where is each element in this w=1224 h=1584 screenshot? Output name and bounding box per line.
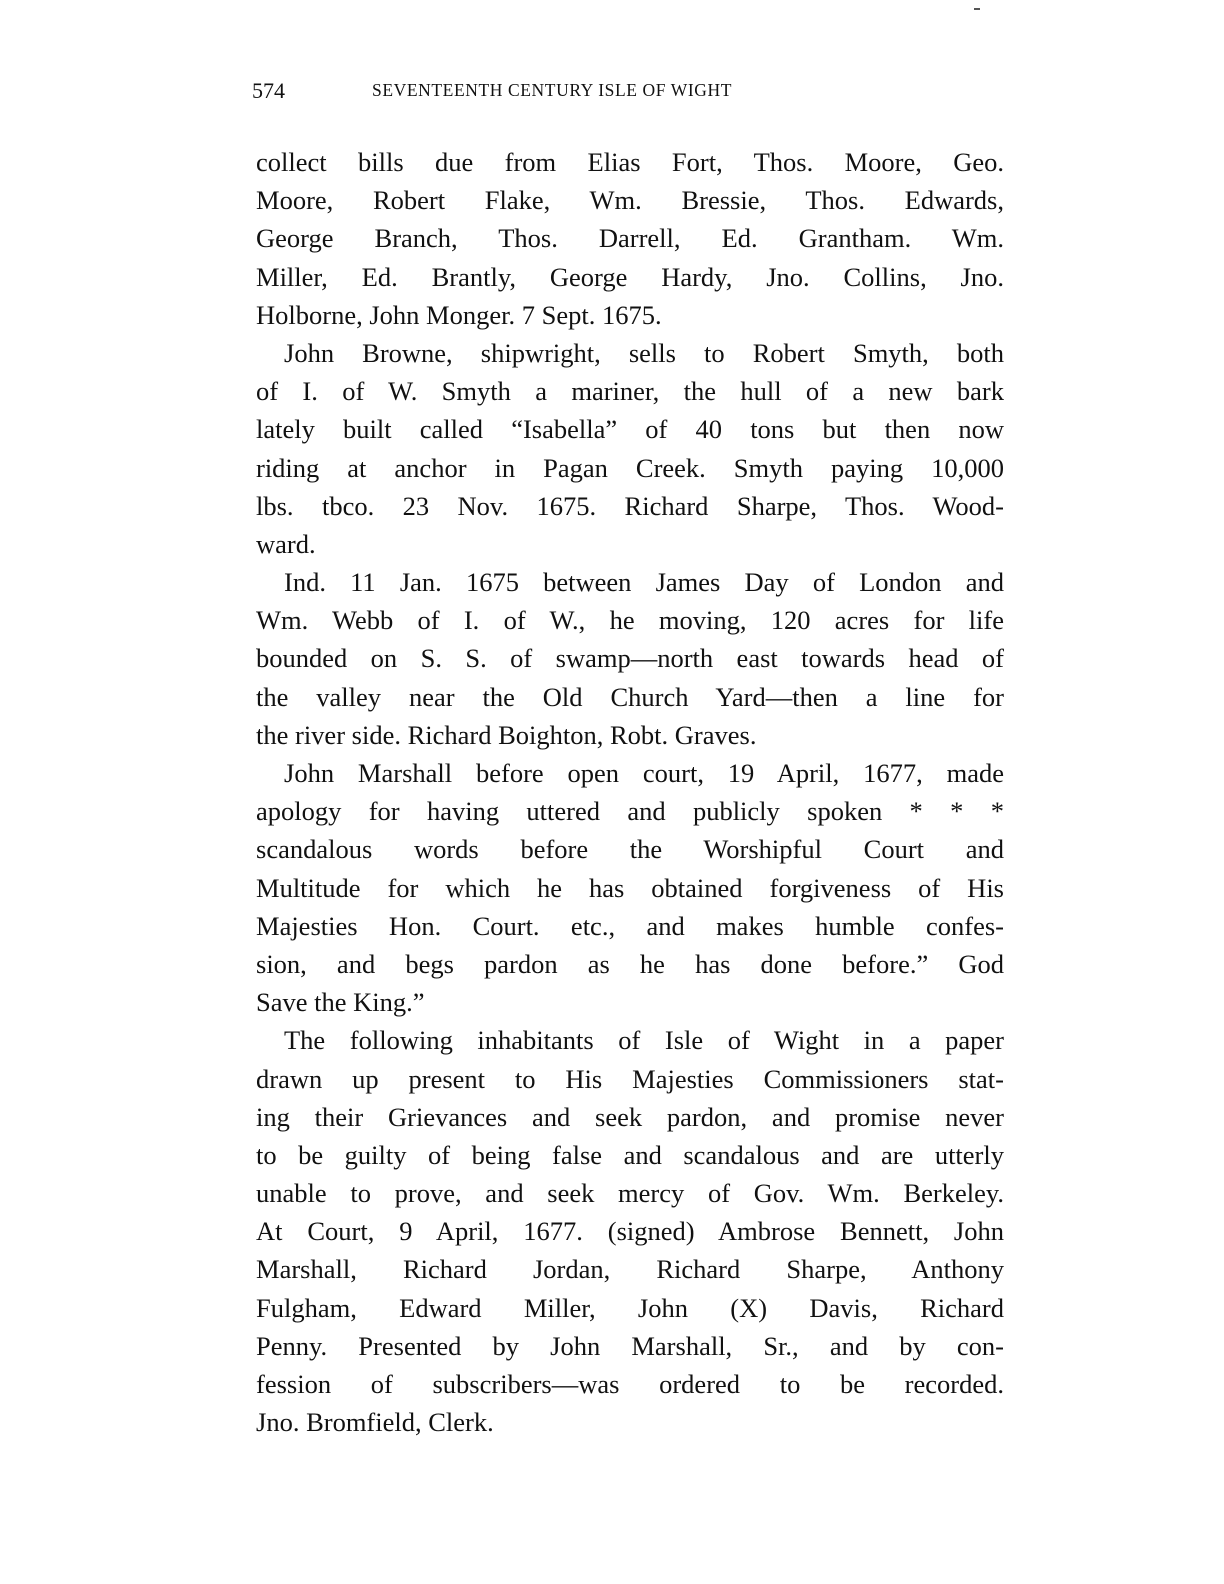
text-line: ing their Grievances and seek pardon, and promise never xyxy=(256,1101,1004,1132)
text-line: lbs. tbco. 23 Nov. 1675. Richard Sharpe, Thos. Wood- xyxy=(256,490,1004,521)
text-line: Penny. Presented by John Marshall, Sr., and by con- xyxy=(256,1330,1004,1361)
text-line: George Branch, Thos. Darrell, Ed. Grantham. Wm. xyxy=(256,223,1004,254)
text-line: Fulgham, Edward Miller, John (X) Davis, Richard xyxy=(256,1292,1004,1323)
text-line: Miller, Ed. Brantly, George Hardy, Jno. Collins, Jno. xyxy=(256,261,1004,292)
text-line: to be guilty of being false and scandalous and are utterly xyxy=(256,1139,1004,1170)
body-text xyxy=(256,143,1004,1441)
text-line: Ind. 11 Jan. 1675 between James Day of London and xyxy=(284,567,1004,598)
paragraph xyxy=(256,1021,1004,1441)
text-line: Multitude for which he has obtained forgiveness of His xyxy=(256,872,1004,903)
text-line: scandalous words before the Worshipful Court and xyxy=(256,834,1004,865)
page-header xyxy=(252,78,892,108)
paragraph xyxy=(256,143,1004,334)
text-line: At Court, 9 April, 1677. (signed) Ambrose Bennett, John xyxy=(256,1216,1004,1247)
text-line: riding at anchor in Pagan Creek. Smyth paying 10,000 xyxy=(256,452,1004,483)
text-line: Holborne, John Monger. 7 Sept. 1675. xyxy=(256,299,662,330)
text-line: ward. xyxy=(256,528,316,559)
text-line: Wm. Webb of I. of W., he moving, 120 acres for life xyxy=(256,605,1004,636)
text-line: fession of subscribers—was ordered to be recorded. xyxy=(256,1369,1004,1399)
text-line: John Browne, shipwright, sells to Robert Smyth, both xyxy=(284,337,1004,368)
text-line: unable to prove, and seek mercy of Gov. Wm. Berkeley. xyxy=(256,1178,1004,1209)
text-line: drawn up present to His Majesties Commissioners stat- xyxy=(256,1063,1004,1094)
text-line: apology for having uttered and publicly spoken * * * xyxy=(256,796,1004,827)
text-line: the valley near the Old Church Yard—then a line for xyxy=(256,681,1004,712)
paragraph xyxy=(256,334,1004,563)
text-line: bounded on S. S. of swamp—north east towards head of xyxy=(256,643,1004,674)
paragraph xyxy=(256,754,1004,1021)
text-line: the river side. Richard Boighton, Robt. Graves. xyxy=(256,719,757,750)
text-line: of I. of W. Smyth a mariner, the hull of a new bark xyxy=(256,376,1004,407)
text-line: Majesties Hon. Court. etc., and makes humble confes- xyxy=(256,910,1004,941)
paragraph xyxy=(256,563,1004,754)
text-line: Marshall, Richard Jordan, Richard Sharpe, Anthony xyxy=(256,1254,1004,1285)
page-number: 574 xyxy=(252,78,285,103)
text-line: lately built called “Isabella” of 40 tons but then now xyxy=(256,414,1004,445)
running-title: SEVENTEENTH CENTURY ISLE OF WIGHT xyxy=(372,80,733,100)
text-line: Moore, Robert Flake, Wm. Bressie, Thos. Edwards, xyxy=(256,185,1004,216)
text-line: collect bills due from Elias Fort, Thos. Moore, Geo. xyxy=(256,147,1004,177)
text-line: sion, and begs pardon as he has done before.” God xyxy=(256,948,1004,979)
scan-mark xyxy=(974,8,980,10)
text-line: Jno. Bromfield, Clerk. xyxy=(256,1407,494,1438)
text-line: The following inhabitants of Isle of Wight in a paper xyxy=(284,1025,1004,1056)
text-line: Save the King.” xyxy=(256,987,425,1018)
text-line: John Marshall before open court, 19 April, 1677, made xyxy=(284,758,1004,788)
